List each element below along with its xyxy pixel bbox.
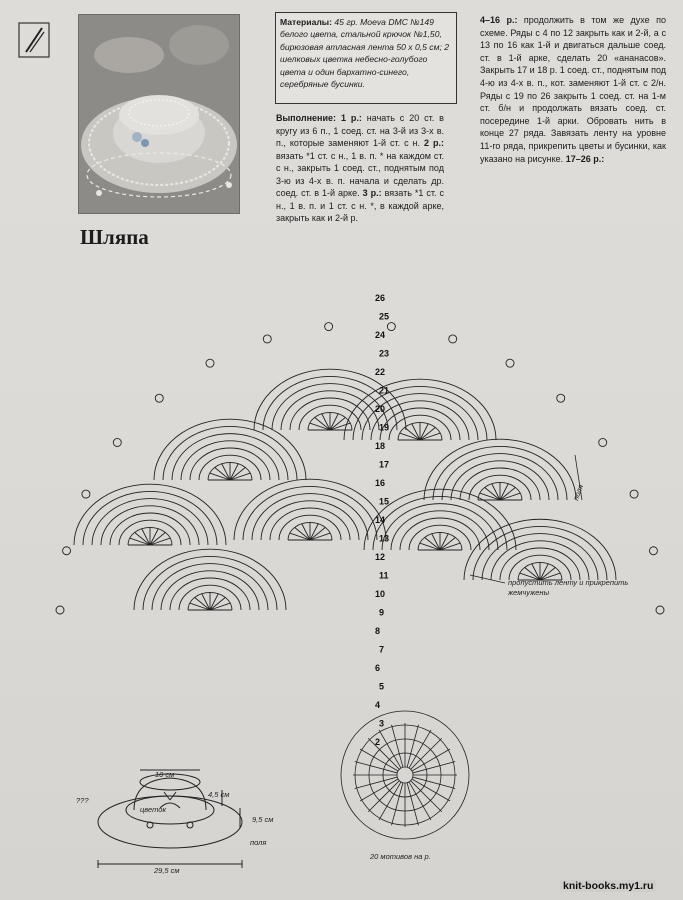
round2-text: вязать *1 ст. с н., 1 в. п. * на каждом ст. с н., закрыть 1 соед. ст., поднятым под 3-ю из 4-х в. п. начала и сделать др. соед. ст. в 1-й арке. xyxy=(276,150,444,198)
round17-label: 17–26 р.: xyxy=(565,153,605,164)
motif-ring xyxy=(397,767,413,783)
picot xyxy=(630,490,638,498)
round-number: 13 xyxy=(379,533,390,544)
fan-spoke xyxy=(230,467,246,480)
fan-spoke xyxy=(420,427,436,440)
picot xyxy=(656,606,664,614)
fan-spoke xyxy=(314,417,330,430)
hat-dim-width: 29,5 см xyxy=(154,866,180,875)
round-number: 12 xyxy=(375,552,386,562)
motif-stitch xyxy=(411,781,442,812)
materials-box xyxy=(275,12,457,104)
round-number: 5 xyxy=(379,681,385,692)
hat-dim-height: 4,5 см xyxy=(208,790,230,799)
round2-label: 2 р.: xyxy=(424,138,444,148)
hat-photo xyxy=(78,14,240,214)
hat-dim-top: 10 см xyxy=(155,770,175,779)
hook-icon xyxy=(18,22,50,58)
picot xyxy=(206,359,214,367)
fan-spoke xyxy=(500,487,516,500)
materials-label: Материалы: xyxy=(280,17,333,27)
fan-spoke xyxy=(330,417,346,430)
pattern-title: Шляпа xyxy=(80,225,149,249)
fan-spoke xyxy=(484,487,500,500)
fan-spoke xyxy=(310,527,326,540)
round1-label: 1 р.: xyxy=(340,113,362,123)
round-number: 9 xyxy=(379,607,385,618)
round4-label: 4–16 р.: xyxy=(480,15,518,25)
picot xyxy=(82,490,90,498)
round-number: 10 xyxy=(375,589,386,599)
round-number: 6 xyxy=(375,663,381,673)
round-number: 8 xyxy=(375,626,381,636)
round-number: 26 xyxy=(375,293,386,303)
round-number: 3 xyxy=(379,718,385,729)
round-number: 25 xyxy=(379,311,390,322)
picot xyxy=(557,394,565,402)
round-number: 21 xyxy=(379,385,390,396)
picot xyxy=(113,438,121,446)
fan-spoke xyxy=(404,427,420,440)
picot xyxy=(56,606,64,614)
intro-label: Выполнение: xyxy=(276,113,337,123)
round-number: 17 xyxy=(379,459,390,470)
fan-spoke xyxy=(294,527,310,540)
fan-spoke xyxy=(194,597,210,610)
picot xyxy=(263,335,271,343)
fan-spoke xyxy=(214,467,230,480)
picot xyxy=(63,547,71,555)
motif-stitch xyxy=(368,781,399,812)
picot xyxy=(599,438,607,446)
fan-spoke xyxy=(424,537,440,550)
round1-text: начать с 20 ст. в кругу из 6 п., 1 соед. ст. на 3-й из 3-х в. п., которые заменяют 1-й ст. с н. xyxy=(276,113,444,148)
picot xyxy=(387,323,395,331)
round-number: 4 xyxy=(375,700,381,710)
instructions-column-1 xyxy=(276,112,444,225)
round3-label: 3 р.: xyxy=(362,188,382,198)
round-number: 19 xyxy=(379,422,390,433)
site-watermark: knit-books.my1.ru xyxy=(560,880,656,892)
motifs-note: 20 мотивов на р. xyxy=(370,852,431,861)
picot xyxy=(506,359,514,367)
hat-brim-label: поля xyxy=(250,838,267,847)
round3-text: вязать *1 ст. с н., 1 в. п. и 1 ст. с н. *, в каждой арке, закрыть как и 2-й р. xyxy=(276,188,444,223)
picot xyxy=(325,323,333,331)
round-number: 15 xyxy=(379,496,390,507)
round-number: 2 xyxy=(375,737,381,747)
picot xyxy=(155,394,163,402)
fan-spoke xyxy=(150,532,166,545)
motif-stitch xyxy=(411,738,442,769)
round-number: 7 xyxy=(379,644,385,655)
round-number: 11 xyxy=(379,570,389,581)
hat-flower-label: цветок xyxy=(140,805,167,814)
picot xyxy=(649,547,657,555)
picot xyxy=(449,335,457,343)
hat-dim-brim: 9,5 см xyxy=(252,815,274,824)
round-number: 18 xyxy=(375,441,386,451)
instructions-column-2 xyxy=(480,14,666,165)
hat-photo-image xyxy=(79,15,239,213)
round-number: 22 xyxy=(375,367,386,377)
round-number: 24 xyxy=(375,330,386,340)
fan-spoke xyxy=(440,537,456,550)
round-number: 20 xyxy=(375,404,386,414)
brim-note: поля xyxy=(571,483,586,502)
ribbon-note: пропустить ленту и прикрепить жемчужены xyxy=(508,578,629,597)
round-number: 23 xyxy=(379,348,390,359)
round-number: 16 xyxy=(375,478,386,488)
motif-stitch xyxy=(368,738,399,769)
hat-sketch xyxy=(98,770,242,868)
round-number: 14 xyxy=(375,515,386,525)
fan-spoke xyxy=(210,597,226,610)
fan-spoke xyxy=(134,532,150,545)
hat-question-label: ??? xyxy=(76,796,89,805)
round4-text: продолжить в том же духе по схеме. Ряды с 4 по 12 закрыть как и 2-й, а с 13 по 16 как 1-й и двигаться дальше соед. ст. в 1-й арке, сделать 20 «ананасов». Закрыть 17 и 18 р. 1 соед. ст., поднятым под 4-ю из 4-х в. п., кот. заменяют 1-й ст. с 2/н. Ряды с 19 по 26 закрыть 1 соед. ст. на 1-м ст. б/н и продолжать вязать соед. ст. посередине 1-й арки. Обровать нить в конце 27 ряда. Завязать ленту на уровне 11-го ряда, прикрепить цветы и бусинки, как указано на рисунке. xyxy=(480,15,667,164)
materials-text: 45 гр. Moeva DMC №149 белого цвета, стальной крючок №1,50, бирюзовая атласная лента 50 х 0,5 см; 2 шелковых цветка небесно-голубого цвета и один бархатно-синего, серебряные бусинки. xyxy=(280,17,450,90)
